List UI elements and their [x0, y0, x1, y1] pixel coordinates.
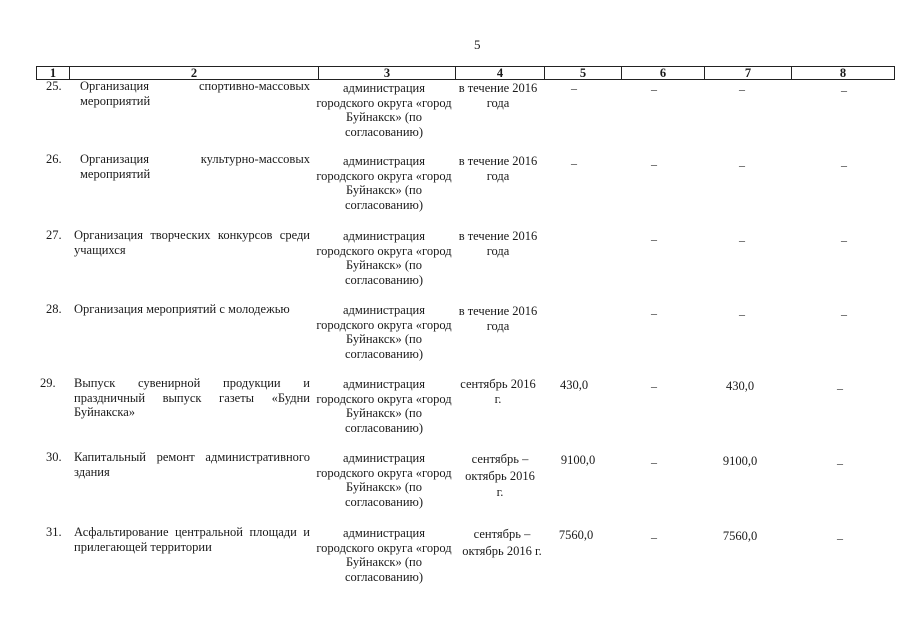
row-period: сентябрь – октябрь 2016 г. — [462, 527, 542, 558]
row-period: в течение 2016 года — [458, 229, 538, 258]
row-col7: 430,0 — [725, 379, 755, 393]
row-col7: – — [739, 82, 745, 96]
row-col6: – — [651, 82, 657, 96]
row-activity: Выпуск сувенирной продукции и праздничный выпуск газеты «Будни Буйнакска» — [74, 376, 310, 419]
header-col-6: 6 — [621, 67, 704, 79]
row-col5: – — [571, 156, 577, 170]
row-number: 27. — [46, 228, 62, 242]
row-number: 29. — [40, 376, 56, 390]
row-activity: Организация спортивно-массовых мероприятий — [80, 79, 310, 108]
row-activity: Организация мероприятий с молодежью — [74, 302, 290, 316]
row-col7: – — [739, 307, 745, 321]
row-number: 28. — [46, 302, 62, 316]
row-period: сентябрь 2016 г. — [460, 377, 536, 406]
row-col7: – — [739, 233, 745, 247]
row-col6: – — [651, 379, 657, 393]
row-col6: – — [651, 306, 657, 320]
row-executor: администрация городского округа «город Буйнакск» (по согласованию) — [316, 377, 452, 435]
row-executor: администрация городского округа «город Буйнакск» (по согласованию) — [316, 303, 452, 361]
row-col7: – — [739, 158, 745, 172]
row-col6: – — [651, 530, 657, 544]
row-col5: – — [571, 81, 577, 95]
row-col5: 7560,0 — [558, 528, 594, 542]
row-col7: 7560,0 — [722, 529, 758, 543]
row-col5: 9100,0 — [560, 453, 596, 467]
row-col6: – — [651, 232, 657, 246]
row-activity: Организация творческих конкурсов среди учащихся — [74, 228, 310, 257]
row-col8: – — [841, 233, 847, 247]
row-activity: Организация культурно-массовых мероприятий — [80, 152, 310, 181]
header-col-4: 4 — [455, 67, 544, 79]
row-period: в течение 2016 года — [458, 304, 538, 333]
header-col-2: 2 — [69, 67, 318, 79]
row-col8: – — [841, 307, 847, 321]
row-col5: 430,0 — [559, 378, 589, 392]
row-activity: Капитальный ремонт административного здания — [74, 450, 310, 479]
header-col-5: 5 — [544, 67, 621, 79]
row-period: сентябрь – октябрь 2016 г. — [465, 452, 535, 499]
row-number: 30. — [46, 450, 62, 464]
row-executor: администрация городского округа «город Буйнакск» (по согласованию) — [316, 81, 452, 139]
row-col8: – — [841, 83, 847, 97]
header-col-3: 3 — [318, 67, 455, 79]
row-col8: – — [837, 456, 843, 470]
row-col6: – — [651, 455, 657, 469]
row-activity: Асфальтирование центральной площади и прилегающей территории — [74, 525, 310, 554]
row-executor: администрация городского округа «город Буйнакск» (по согласованию) — [316, 229, 452, 287]
row-executor: администрация городского округа «город Буйнакск» (по согласованию) — [316, 154, 452, 212]
header-col-7: 7 — [704, 67, 791, 79]
header-col-1: 1 — [49, 66, 57, 80]
page-number: 5 — [474, 37, 481, 52]
row-col8: – — [841, 158, 847, 172]
row-col8: – — [837, 531, 843, 545]
row-number: 26. — [46, 152, 62, 166]
row-period: в течение 2016 года — [458, 154, 538, 183]
row-col8: – — [837, 381, 843, 395]
row-period: в течение 2016 года — [458, 81, 538, 110]
row-number: 25. — [46, 79, 62, 93]
header-col-8: 8 — [791, 67, 894, 79]
row-executor: администрация городского округа «город Буйнакск» (по согласованию) — [316, 526, 452, 584]
row-number: 31. — [46, 525, 62, 539]
row-col6: – — [651, 157, 657, 171]
table-header — [36, 66, 895, 80]
row-executor: администрация городского округа «город Буйнакск» (по согласованию) — [316, 451, 452, 509]
row-col7: 9100,0 — [722, 454, 758, 468]
